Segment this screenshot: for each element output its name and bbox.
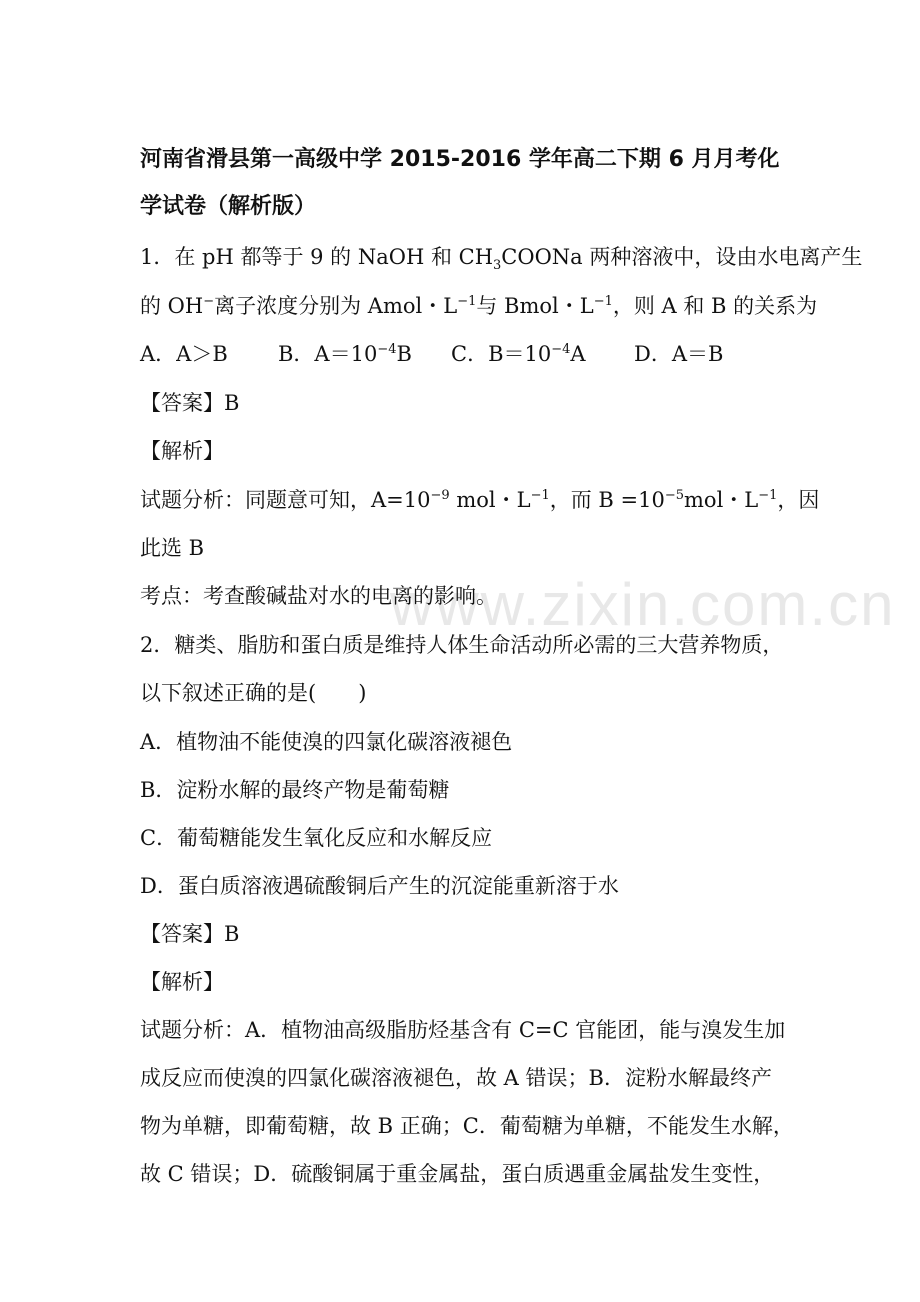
q1-option-b: B．$A=10^{-4}B$ bbox=[278, 342, 412, 366]
q2-analysis-label: 【解析】 bbox=[140, 970, 224, 994]
doc-title-line-1: 河南省滑县第一高级中学 2015-2016 学年高二下期 6 月月考化 bbox=[140, 147, 780, 172]
q2-analysis-line-3: 物为单糖，即葡萄糖，故 B 正确；C．葡萄糖为单糖，不能发生水解， bbox=[140, 1114, 794, 1138]
q2-analysis-line-4: 故 C 错误；D．硫酸铜属于重金属盐，蛋白质遇重金属盐发生变性， bbox=[140, 1162, 775, 1186]
q1-options bbox=[140, 340, 723, 368]
doc-title-line-2: 学试卷（解析版） bbox=[140, 194, 317, 219]
q2-analysis-line-1: 试题分析：A．植物油高级脂肪烃基含有 C=C 官能团，能与溴发生加 bbox=[140, 1018, 786, 1042]
q1-exam-point: 考点：考查酸碱盐对水的电离的影响。 bbox=[140, 584, 497, 608]
q1-answer: 【答案】B bbox=[140, 391, 240, 415]
q2-option-b: B．淀粉水解的最终产物是葡萄糖 bbox=[140, 778, 450, 802]
q2-option-c: C．葡萄糖能发生氧化反应和水解反应 bbox=[140, 826, 493, 850]
q1-stem-line-1: 1．在 pH 都等于 9 的 NaOH 和 $CH_3COONa$ 两种溶液中，设由水电离产生 bbox=[140, 245, 863, 274]
q2-answer: 【答案】B bbox=[140, 922, 240, 946]
q1-option-d: D．A＝B bbox=[634, 342, 724, 366]
q2-stem-line-2: 以下叙述正确的是( ) bbox=[140, 681, 367, 705]
q1-stem-line-2: 的 OH−离子浓度分别为 Amol・$L^{-1}$与 Bmol・$L^{-1}$，则 A 和 B 的关系为 bbox=[140, 294, 818, 318]
q2-analysis-line-2: 成反应而使溴的四氯化碳溶液褪色，故 A 错误；B．淀粉水解最终产 bbox=[140, 1066, 772, 1090]
q1-analysis-label: 【解析】 bbox=[140, 439, 224, 463]
q2-option-d: D．蛋白质溶液遇硫酸铜后产生的沉淀能重新溶于水 bbox=[140, 874, 619, 898]
q1-analysis-line-1: 试题分析：同题意可知，$A=10^{-9}$ mol・$L^{-1}$，而 $B =10^{-5}mol$・$L^{-1}$，因 bbox=[140, 488, 820, 512]
q1-option-c: C．$B=10^{-4}A$ bbox=[451, 342, 586, 366]
watermark: www.zixin.com.cn bbox=[390, 571, 896, 638]
q1-option-a: A．A＞B bbox=[140, 342, 228, 366]
q2-stem-line-1: 2．糖类、脂肪和蛋白质是维持人体生命活动所必需的三大营养物质， bbox=[140, 633, 784, 657]
q2-option-a: A．植物油不能使溴的四氯化碳溶液褪色 bbox=[140, 730, 513, 754]
q1-analysis-line-2: 此选 B bbox=[140, 536, 205, 560]
